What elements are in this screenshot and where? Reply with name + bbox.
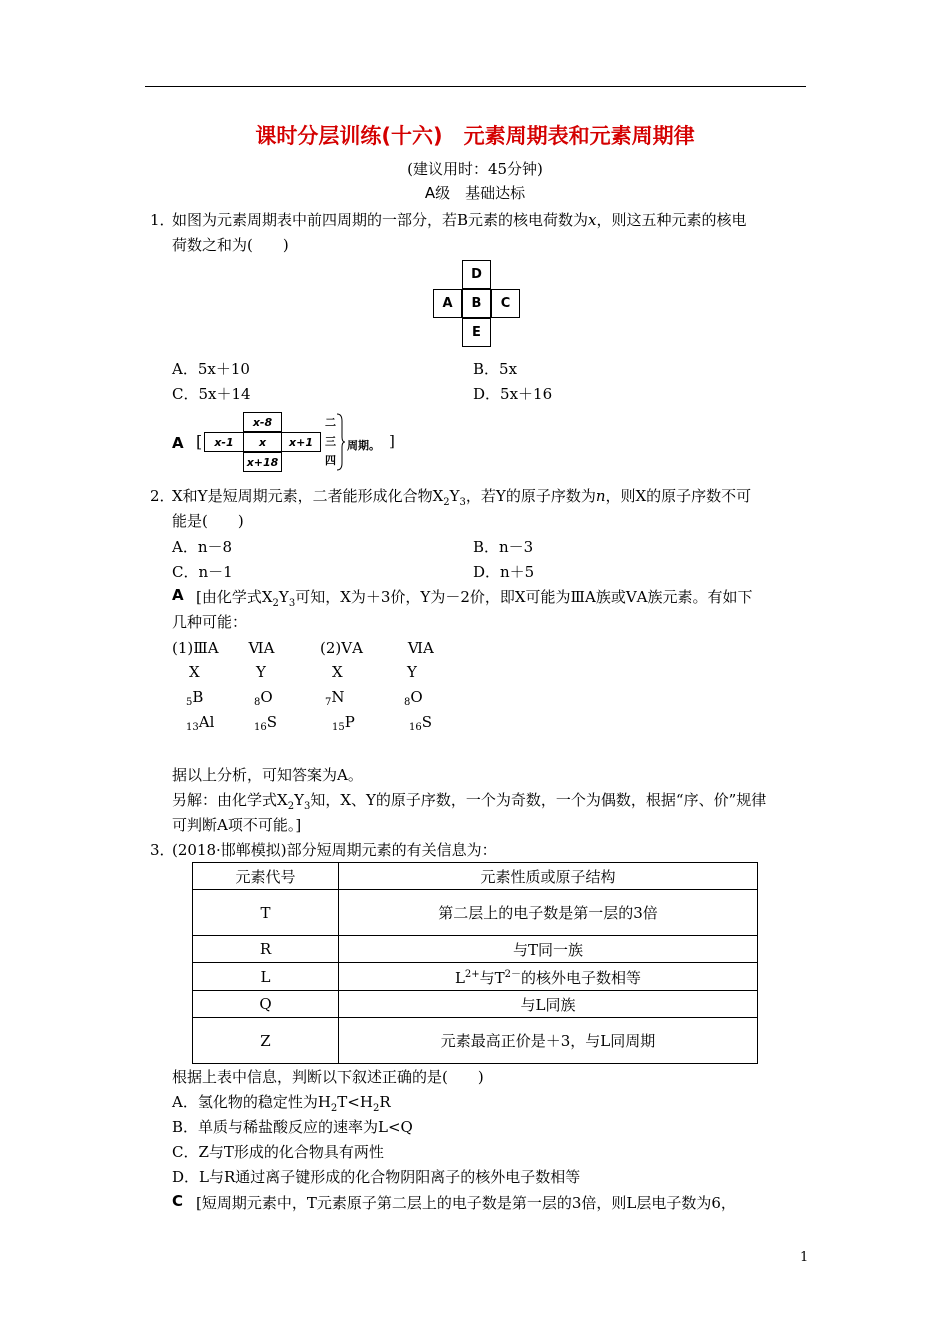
- period-labels: 二 三 四: [325, 416, 336, 467]
- q1-stem-line2: 荷数之和为( ): [172, 236, 289, 254]
- q2-explanation-line1: [由化学式$X_2Y_3$可知，X为＋3价，Y为－2价，即X可能为ⅢA族或ⅤA族元素。有如下: [196, 588, 753, 609]
- q1-option-c: C．5x＋14: [172, 385, 251, 403]
- page-number: 1: [800, 1250, 809, 1265]
- q2-explanation-line2: 几种可能：: [172, 613, 248, 631]
- table-cell-code: Z: [193, 1018, 339, 1064]
- q2-row1-x1: $_5$B: [186, 688, 204, 708]
- q1-answer-bracket-open: [: [196, 432, 203, 451]
- table-cell-desc: $L^{2+}$与$T^{2-}$的核外电子数相等: [339, 963, 758, 991]
- table-cell-code: L: [193, 963, 339, 991]
- ans-cell-left: x-1: [204, 432, 244, 452]
- q1-stem-line1: 如图为元素周期表中前四周期的一部分，若B元素的核电荷数为x，则这五种元素的核电: [172, 211, 747, 229]
- q2-col-x1: X: [189, 663, 200, 681]
- q2-row2-y1: $_{16}$S: [254, 713, 278, 733]
- q3-explanation-line1: [短周期元素中，T元素原子第二层上的电子数是第一层的3倍，则L层电子数为6，: [196, 1194, 736, 1212]
- q2-number: 2．: [150, 487, 175, 505]
- q2-stem-line2: 能是( ): [172, 512, 244, 530]
- period-brace-icon: [336, 413, 346, 471]
- table-row: [193, 890, 758, 936]
- q3-option-a: A．氢化物的稳定性为$H_2T<H_2R$: [172, 1093, 391, 1114]
- table-row: [193, 963, 758, 991]
- q2-row2-x1: $_{13}$Al: [186, 713, 215, 733]
- cross-cell-a: A: [433, 289, 462, 318]
- table-cell-desc: 与L同族: [339, 991, 758, 1018]
- table-cell-desc: 元素最高正价是＋3，与L同周期: [339, 1018, 758, 1064]
- ans-cell-center: x: [243, 432, 282, 452]
- q3-number: 3．: [150, 841, 175, 859]
- table-cell-desc: 与T同一族: [339, 936, 758, 963]
- period-suffix: 周期。: [347, 439, 380, 452]
- q3-question: 根据上表中信息，判断以下叙述正确的是( ): [172, 1068, 484, 1086]
- q2-alt-line1: 另解：由化学式$X_2Y_3$知，X、Y的原子序数，一个为奇数，一个为偶数，根据“序、价”规律: [172, 791, 767, 812]
- q2-row1-y2: $_8$O: [404, 688, 423, 708]
- q2-option-c: C．n－1: [172, 563, 233, 581]
- ans-cell-top: x-8: [243, 412, 282, 432]
- q3-option-b: B．单质与稀盐酸反应的速率为L<Q: [172, 1118, 413, 1136]
- q2-stem-line1: X和Y是短周期元素，二者能形成化合物$X_2Y_3$，若Y的原子序数为n，则X的原子序数不可: [172, 487, 752, 508]
- table-header-row: [193, 863, 758, 890]
- q1-option-b: B．5x: [473, 360, 518, 378]
- element-info-table: [192, 862, 758, 1064]
- table-cell-code: R: [193, 936, 339, 963]
- table-cell-code: T: [193, 890, 339, 936]
- ans-cell-bottom: x+18: [243, 452, 282, 472]
- q1-answer-letter: A: [172, 434, 184, 452]
- table-row: [193, 991, 758, 1018]
- q2-row2-y2: $_{16}$S: [409, 713, 433, 733]
- q2-row1-x2: $_7$N: [325, 688, 345, 708]
- cross-cell-d: D: [462, 260, 491, 289]
- ans-cell-right: x+1: [281, 432, 321, 452]
- q2-col-y1: Y: [256, 663, 266, 681]
- table-header-desc: 元素性质或原子结构: [339, 863, 758, 890]
- level-heading: A级 基础达标: [424, 184, 526, 202]
- q2-answer-letter: A: [172, 586, 184, 604]
- table-cell-desc: 第二层上的电子数是第一层的3倍: [339, 890, 758, 936]
- q3-answer-letter: C: [172, 1192, 184, 1210]
- q2-option-b: B．n－3: [473, 538, 534, 556]
- q2-option-a: A．n－8: [172, 538, 233, 556]
- q1-answer-bracket-close: ]: [389, 432, 395, 450]
- q2-case1-groups: (1)ⅢA ⅥA: [172, 639, 275, 657]
- q2-col-y2: Y: [407, 663, 417, 681]
- q3-stem: (2018·邯郸模拟)部分短周期元素的有关信息为：: [172, 841, 497, 859]
- cross-cell-b: B: [462, 289, 491, 318]
- page-title: 课时分层训练(十六) 元素周期表和元素周期律: [255, 124, 695, 148]
- q2-option-d: D．n＋5: [473, 563, 535, 581]
- q2-col-x2: X: [332, 663, 343, 681]
- q3-option-c: C．Z与T形成的化合物具有两性: [172, 1143, 384, 1161]
- q1-option-a: A．5x＋10: [172, 360, 250, 378]
- header-rule: [145, 86, 806, 87]
- q2-row2-x2: $_{15}$P: [332, 713, 355, 733]
- cross-cell-e: E: [462, 318, 491, 347]
- time-hint: (建议用时：45分钟): [407, 160, 543, 178]
- table-row: [193, 1018, 758, 1064]
- q3-option-d: D．L与R通过离子键形成的化合物阴阳离子的核外电子数相等: [172, 1168, 581, 1186]
- q2-conclusion: 据以上分析，可知答案为A。: [172, 766, 363, 784]
- table-row: [193, 936, 758, 963]
- q2-row1-y1: $_8$O: [254, 688, 273, 708]
- q1-option-d: D．5x＋16: [473, 385, 553, 403]
- cross-cell-c: C: [491, 289, 520, 318]
- table-header-code: 元素代号: [193, 863, 339, 890]
- q2-alt-line2: 可判断A项不可能。]: [172, 816, 302, 834]
- q1-number: 1．: [150, 211, 175, 229]
- q2-case2-groups: (2)ⅤA ⅥA: [320, 639, 434, 657]
- table-cell-code: Q: [193, 991, 339, 1018]
